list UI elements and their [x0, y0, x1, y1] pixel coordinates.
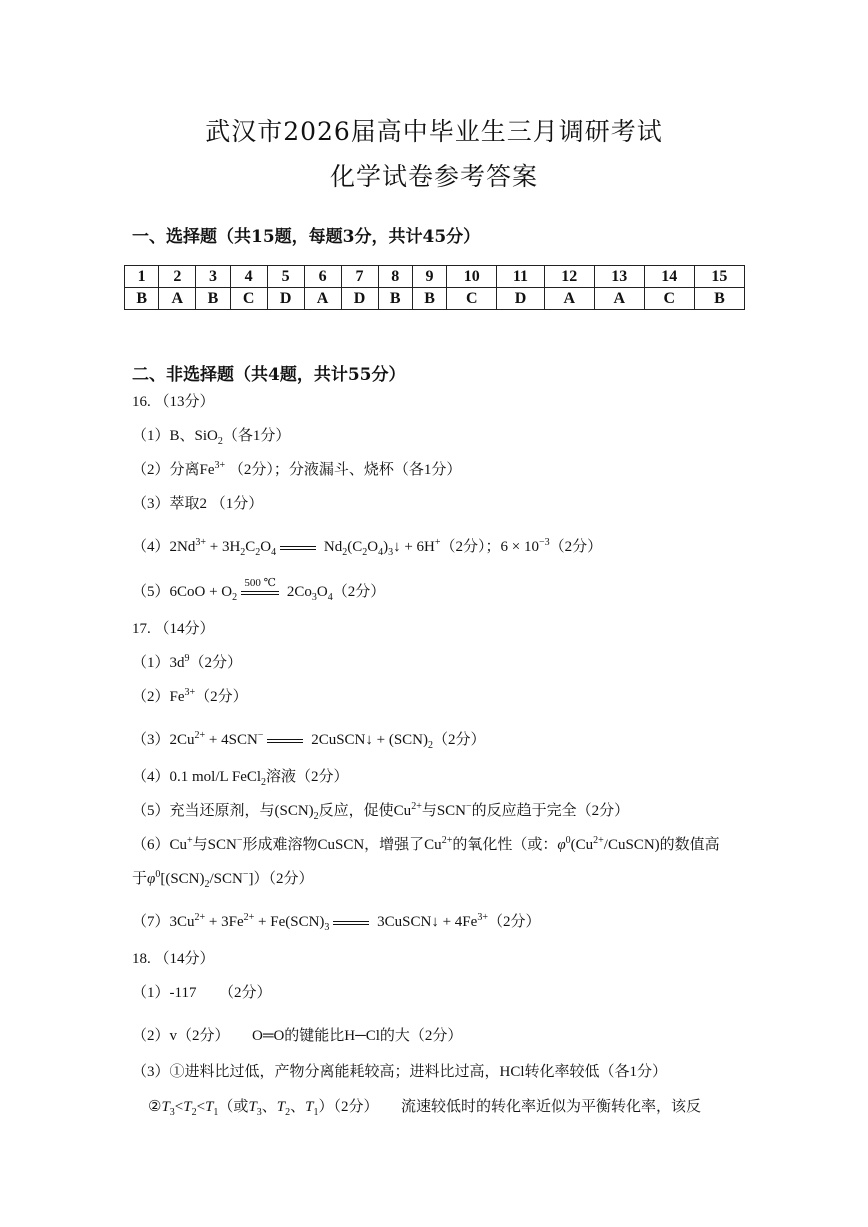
q17-answer-7: $(7)3Cu^{2+} + 3Fe^{2+} + Fe(SCN)_3$ 3CuSCN↓ + $4Fe^{3+}(2$分）	[132, 912, 541, 933]
question-number-cell: 2	[159, 266, 196, 288]
answer-cell: B	[378, 288, 412, 310]
answer-cell: A	[594, 288, 644, 310]
q16-answer-1: （1）B、SiO$_2$（各1分）	[132, 428, 291, 447]
q18-heading: 18. （14分）	[132, 951, 215, 967]
q17-heading: 17. （14分）	[132, 621, 215, 637]
section-heading-choice: 一、选择题（共15题，每题3分，共计45分）	[132, 227, 481, 247]
question-number-cell: 3	[196, 266, 230, 288]
question-number-cell: 12	[544, 266, 594, 288]
question-number-cell: 1	[125, 266, 159, 288]
answer-cell: B	[125, 288, 159, 310]
page-subtitle: 化学试卷参考答案	[329, 162, 538, 191]
answer-cell: A	[304, 288, 341, 310]
question-number-cell: 7	[341, 266, 378, 288]
answer-cell: D	[341, 288, 378, 310]
q18-answer-3-part-2: $②T_3<T_2<T_1$（或$T_3$、$T_2$、$T_1)(2$分） 流速较低时的转化率近似为平衡转化率，该反	[148, 1099, 702, 1118]
answer-cell: A	[544, 288, 594, 310]
question-number-cell: 9	[412, 266, 446, 288]
answer-cell: D	[497, 288, 544, 310]
question-number-cell: 4	[230, 266, 267, 288]
q18-answer-1: （1）-117 （2分）	[132, 985, 272, 1001]
q16-answer-3: （3）萃取2 （1分）	[132, 496, 264, 512]
answer-cell: B	[412, 288, 446, 310]
question-number-cell: 13	[594, 266, 644, 288]
q17-answer-6: （6）Cu+与SCN−形成难溶物CuSCN，增强了$Cu^{2+}$的氧化性（或：$\varphi^0(Cu^{2+}/CuSCN)$的数值高	[132, 835, 720, 853]
question-number-cell: 10	[447, 266, 497, 288]
answer-cell: B	[196, 288, 230, 310]
equals-sign	[280, 546, 316, 550]
equals-sign	[267, 739, 303, 743]
q16-answer-4: $(4)2Nd^{3+} + 3H_2C_2O_4$ $Nd_2(C_2O_4)_3↓ + 6H^+(2$分）；$6 \times 10^{-3}(2$分）	[132, 537, 603, 558]
q17-answer-2: $(2)Fe^{3+}(2$分）	[132, 687, 248, 705]
q16-answer-5: $(5)6CoO + O_2$ 500 ℃ $2Co_3O_4(2$分）	[132, 576, 386, 603]
question-number-cell: 6	[304, 266, 341, 288]
answer-row	[125, 288, 745, 310]
question-number-cell: 11	[497, 266, 544, 288]
q17-answer-3: $(3)2Cu^{2+} + 4SCN^-$ 2CuSCN↓ + $(SCN)_2(2$分）	[132, 730, 486, 751]
q17-answer-5: （5）充当还原剂，与$(SCN)_2$反应，促使$Cu^{2+}$与SCN−的反应趋于完全（2分）	[132, 801, 630, 822]
reaction-condition: 500 ℃	[241, 591, 279, 595]
answer-cell: C	[230, 288, 267, 310]
answer-cell: B	[694, 288, 744, 310]
answer-cell: C	[447, 288, 497, 310]
question-number-cell: 14	[644, 266, 694, 288]
q16-heading: 16. （13分）	[132, 394, 215, 410]
q17-answer-1: $(1)3d^9(2$分）	[132, 653, 243, 671]
section-heading-nonchoice: 二、非选择题（共4题，共计55分）	[132, 365, 406, 385]
q18-answer-2: （2）v（2分） O═O的键能比H─Cl的大（2分）	[132, 1028, 463, 1044]
q16-answer-2: （2）分离$Fe^{3+}$ （2分）；分液漏斗、烧杯（各1分）	[132, 460, 462, 478]
q17-answer-6-continued: 于$\varphi^0[(SCN)_2/SCN^-])(2$分）	[132, 869, 314, 890]
q17-answer-4: （4）0.1 mol/L FeCl$_2$溶液（2分）	[132, 769, 349, 788]
question-number-cell: 15	[694, 266, 744, 288]
page-title: 武汉市2026届高中毕业生三月调研考试	[205, 117, 663, 146]
question-number-cell: 5	[267, 266, 304, 288]
equals-sign	[333, 921, 369, 925]
answer-cell: D	[267, 288, 304, 310]
question-number-cell: 8	[378, 266, 412, 288]
answer-table	[124, 265, 745, 310]
question-number-row	[125, 266, 745, 288]
answer-cell: C	[644, 288, 694, 310]
answer-cell: A	[159, 288, 196, 310]
q18-answer-3: （3）①进料比过低，产物分离能耗较高；进料比过高，HCl转化率较低（各1分）	[132, 1064, 668, 1080]
